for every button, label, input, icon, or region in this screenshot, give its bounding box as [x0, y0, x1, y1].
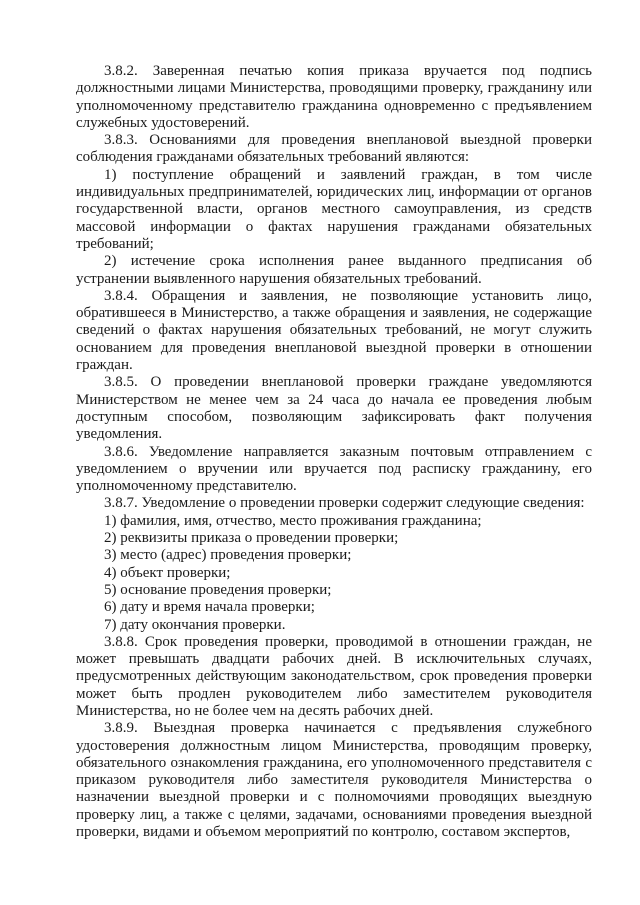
- list-item: 4) объект проверки;: [104, 564, 231, 581]
- paragraph-3-8-9: 3.8.9. Выездная проверка начинается с предъявления служебного удостоверения должностным лицом Министерства, проводящим проверку, обязательного ознакомления гражданина, его уполномоченного представителя с приказом руководителя либо заместителя руководителя Министерства о назначении выездной проверки и с полномочиями проводящих выездную проверку лиц, а также с целями, задачами, основаниями проведения выездной проверки, видами и объемом мероприятий по контролю, составом экспертов,: [76, 720, 592, 841]
- paragraph-3-8-6: 3.8.6. Уведомление направляется заказным почтовым отправлением с уведомлением о вручении или вручается под расписку гражданину, его уполномоченному представителю.: [76, 443, 592, 495]
- paragraph-3-8-8: 3.8.8. Срок проведения проверки, проводимой в отношении граждан, не может превышать двадцати рабочих дней. В исключительных случаях, предусмотренных действующим законодательством, срок проведения проверки может быть продлен руководителем либо заместителем руководителя Министерства, но не более чем на десять рабочих дней.: [76, 633, 592, 719]
- paragraph-3-8-7: 3.8.7. Уведомление о проведении проверки содержит следующие сведения:: [104, 495, 585, 512]
- list-item: 2) реквизиты приказа о проведении проверки;: [104, 530, 399, 547]
- list-item: 3) место (адрес) проведения проверки;: [104, 547, 352, 564]
- list-item: 5) основание проведения проверки;: [104, 581, 332, 598]
- paragraph-3-8-2: 3.8.2. Заверенная печатью копия приказа вручается под подпись должностными лицами Министерства, проводящими проверку, гражданину или уполномоченному представителю гражданина одновременно с предъявлением служебных удостоверений.: [76, 63, 592, 131]
- paragraph-3-8-3-item-2: 2) истечение срока исполнения ранее выданного предписания об устранении выявленного нарушения обязательных требований.: [76, 253, 592, 287]
- list-item: 6) дату и время начала проверки;: [104, 599, 315, 616]
- list-item: 1) фамилия, имя, отчество, место проживания гражданина;: [104, 512, 482, 529]
- paragraph-3-8-4: 3.8.4. Обращения и заявления, не позволяющие установить лицо, обратившееся в Министерство, а также обращения и заявления, не содержащие сведений о фактах нарушения обязательных требований, не могут служить основанием для проведения внеплановой выездной проверки в отношении граждан.: [76, 287, 592, 374]
- paragraph-3-8-5: 3.8.5. О проведении внеплановой проверки граждане уведомляются Министерством не менее чем за 24 часа до начала ее проведения любым доступным способом, позволяющим зафиксировать факт получения уведомления.: [76, 374, 592, 443]
- document-page: [76, 63, 592, 841]
- list-item: 7) дату окончания проверки.: [104, 616, 286, 633]
- paragraph-3-8-3-item-1: 1) поступление обращений и заявлений граждан, в том числе индивидуальных предпринимателей, юридических лиц, информации от органов государственной власти, органов местного самоуправления, из средств массовой информации о фактах нарушения гражданами обязательных требований;: [76, 166, 592, 252]
- paragraph-3-8-3: 3.8.3. Основаниями для проведения внеплановой выездной проверки соблюдения гражданами обязательных требований являются:: [76, 132, 592, 166]
